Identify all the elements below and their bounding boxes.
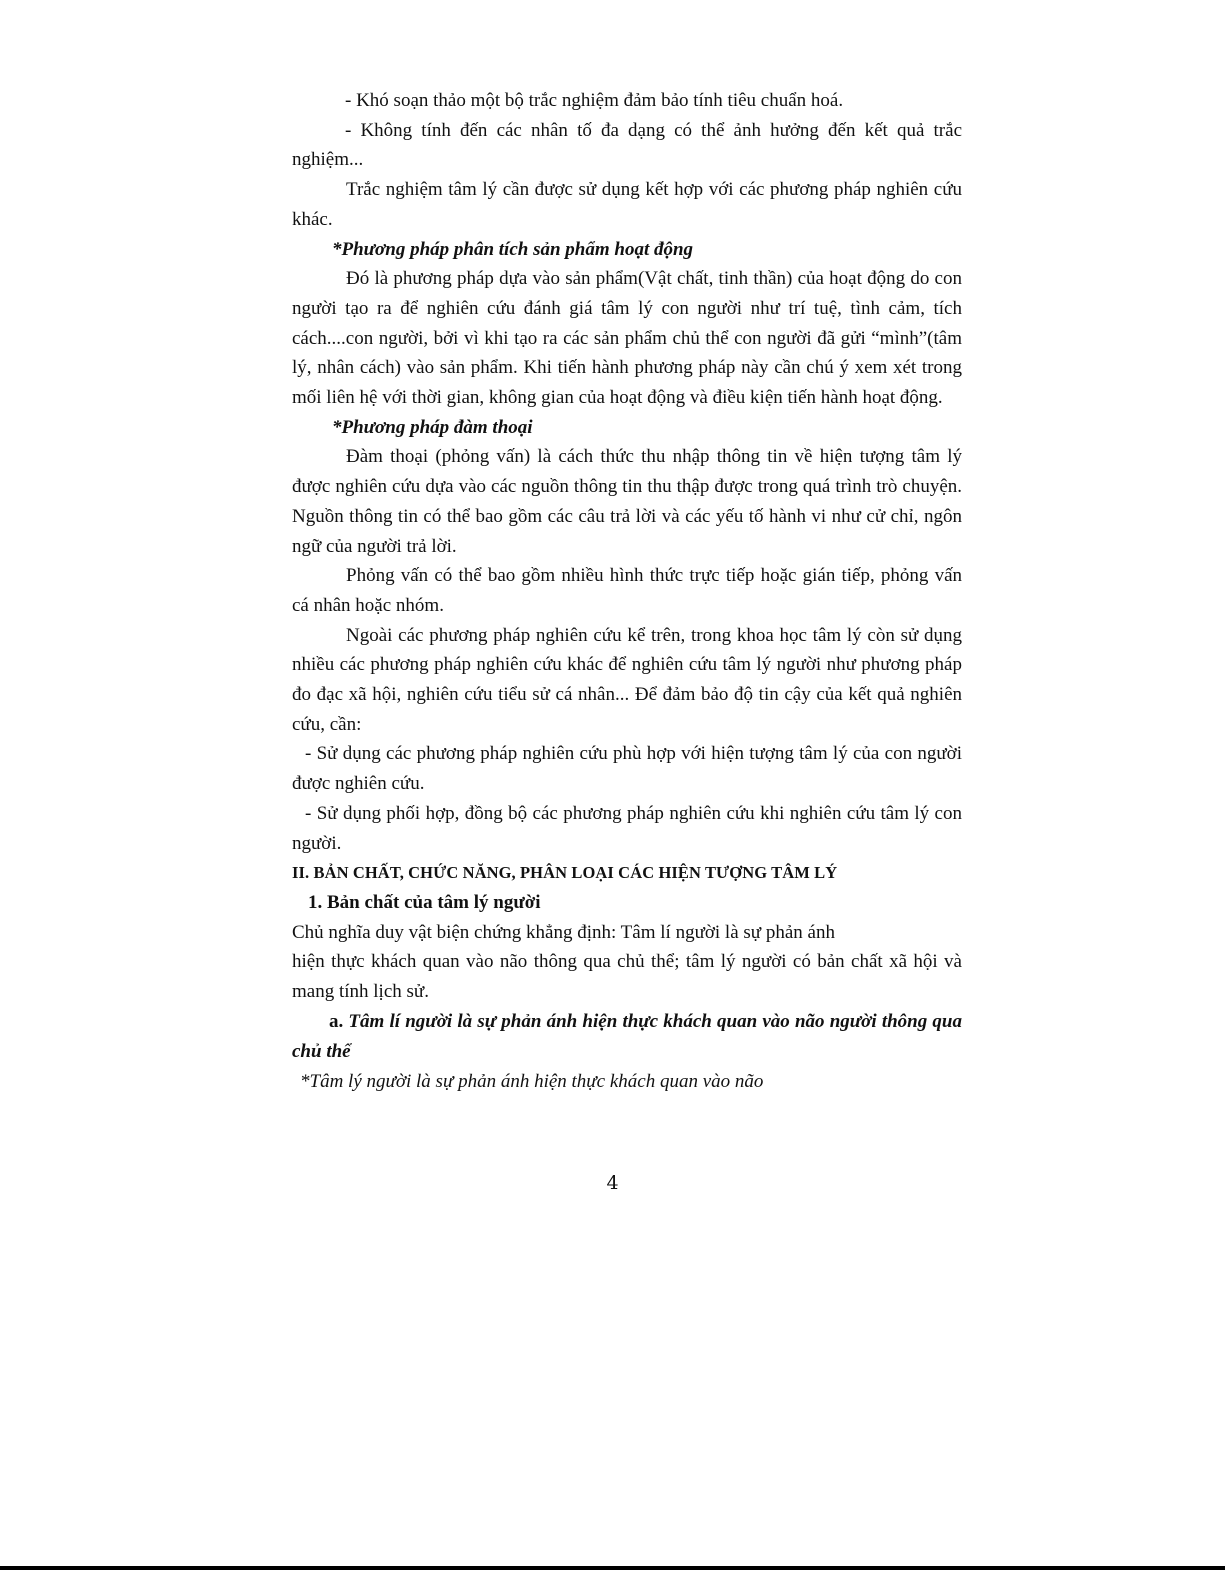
paragraph: hiện thực khách quan vào não thông qua chủ thể; tâm lý người có bản chất xã hội và mang tính lịch sử. bbox=[292, 951, 962, 1003]
section-heading: II. BẢN CHẤT, CHỨC NĂNG, PHÂN LOẠI CÁC HIỆN TƯỢNG TÂM LÝ bbox=[292, 863, 838, 883]
paragraph: Đàm thoại (phỏng vấn) là cách thức thu nhập thông tin về hiện tượng tâm lý được nghiên cứu dựa vào các nguồn thông tin thu thập được trong quá trình trò chuyện. Nguồn thông tin có thể bao gồm các câu trả lời và các yếu tố hành vi như cử chỉ, ngôn ngữ của người trả lời. bbox=[292, 446, 962, 557]
paragraph-first-line: Chủ nghĩa duy vật biện chứng khẳng định: Tâm lí người là sự phản ánh bbox=[292, 921, 835, 943]
method-heading: *Phương pháp đàm thoại bbox=[332, 416, 533, 438]
subsection-heading: 1. Bản chất của tâm lý người bbox=[308, 891, 541, 913]
document-page bbox=[292, 86, 962, 1097]
page-number: 4 bbox=[606, 1172, 619, 1194]
paragraph: Ngoài các phương pháp nghiên cứu kể trên, trong khoa học tâm lý còn sử dụng nhiều các phương pháp nghiên cứu khác để nghiên cứu tâm lý người như phương pháp đo đạc xã hội, nghiên cứu tiểu sử cá nhân... Để đảm bảo độ tin cậy của kết quả nghiên cứu, cần: bbox=[292, 624, 962, 735]
paragraph: Trắc nghiệm tâm lý cần được sử dụng kết hợp với các phương pháp nghiên cứu khác. bbox=[292, 179, 962, 230]
paragraph: Phỏng vấn có thể bao gồm nhiều hình thức trực tiếp hoặc gián tiếp, phỏng vấn cá nhân hoặc nhóm. bbox=[292, 565, 962, 616]
paragraph: - Sử dụng phối hợp, đồng bộ các phương pháp nghiên cứu khi nghiên cứu tâm lý con người. bbox=[292, 802, 962, 854]
paragraph: - Khó soạn thảo một bộ trắc nghiệm đảm bảo tính tiêu chuẩn hoá. bbox=[345, 90, 844, 111]
method-heading: *Phương pháp phân tích sản phẩm hoạt động bbox=[332, 238, 694, 260]
subsection-a-text: Tâm lí người là sự phản ánh hiện thực khách quan vào não người thông qua chủ thể bbox=[292, 1010, 962, 1062]
paragraph: - Không tính đến các nhân tố đa dạng có thể ảnh hưởng đến kết quả trắc nghiệm... bbox=[292, 119, 962, 171]
paragraph: Đó là phương pháp dựa vào sản phẩm(Vật chất, tinh thần) của hoạt động do con người tạo ra để nghiên cứu đánh giá tâm lý con người như trí tuệ, tình cảm, tích cách....con người, bởi vì khi tạo ra các sản phẩm chủ thể con người đã gửi “mình”(tâm lý, nhân cách) vào sản phẩm. Khi tiến hành phương pháp này cần chú ý xem xét trong mối liên hệ với thời gian, không gian của hoạt động và điều kiện tiến hành hoạt động. bbox=[292, 268, 962, 409]
paragraph: - Sử dụng các phương pháp nghiên cứu phù hợp với hiện tượng tâm lý của con người được nghiên cứu. bbox=[292, 743, 962, 795]
bottom-border bbox=[0, 1566, 1225, 1570]
subsection-a-heading bbox=[292, 1007, 962, 1067]
italic-heading: *Tâm lý người là sự phản ánh hiện thực khách quan vào não bbox=[300, 1070, 764, 1092]
subsection-a-label: a. bbox=[329, 1010, 344, 1032]
